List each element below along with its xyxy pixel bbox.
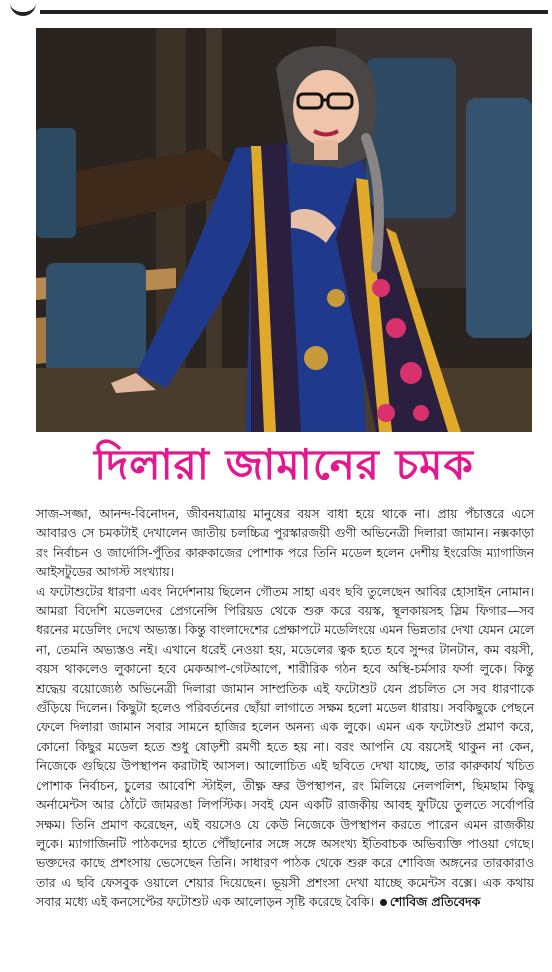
page-ornament <box>10 0 36 16</box>
article-body <box>36 505 534 913</box>
bullet-icon <box>380 899 387 906</box>
article-paragraph-text: এ ফটোশুটের ধারণা এবং নির্দেশনায় ছিলেন গৌতম সাহা এবং ছবি তুলেছেন আবির হোসাইন নোমান। আমরা বিদেশি মডেলদের প্রেগনেন্সি পিরিয়ড থেকে শুরু করে বয়স্ক, স্থূলকায়সহ স্লিম ফিগার—সব ধরনের মডেলিং দেখে অভ্যস্ত। কিন্তু বাংলাদেশের প্রেক্ষাপটে মডেলিংয়ে এমন ভিন্নতার দেখা যেমন মেলে না, তেমনি অভ্যস্তও নই। এখানে ধরেই নেওয়া হয়, মডেলের ত্বক হতে হবে সুন্দর টানটান, কম বয়সী, বয়স থাকলেও লুকানো হবে মেকআপ-গেটআপে, শারীরিক গঠন হবে অস্থি-চর্মসার ফর্সা লুকে। কিন্তু শ্রদ্ধেয় বয়োজ্যেষ্ঠ অভিনেত্রী দিলারা জামান সাম্প্রতিক এই ফটোশুট যেন প্রচলিত সে সব ধারণাকে গুঁড়িয়ে দিলেন। কিছুটা হলেও পরিবর্তনের ছোঁয়া লাগাতে সক্ষম হলো মডেল ধারায়। সবকিছুকে পেছনে ফেলে দিলারা জামান সবার সামনে হাজির হলেন অনন্য এক লুকে। এমন এক ফটোশুট প্রমাণ করে, কোনো কিছুর মডেল হতে শুধু ষোড়শী রমণী হতে হয় না। বরং আপনি যে বয়সেই থাকুন না কেন, নিজেকে গুছিয়ে উপস্থাপন করাটাই আসল। আলোচিত এই ছবিতে দেখা যাচ্ছে, তার কারুকার্য খচিত পোশাক নির্বাচন, চুলের আবেশি স্টাইল, তীক্ষ্ণ ভ্রুর উপস্থাপন, রং মিলিয়ে নেলপলিশ, ছিমছাম কিছু অর্নামেন্টস আর ঠোঁটে জামরঙা লিপস্টিক। সবই যেন একটি রাজকীয় আবহ ফুটিয়ে তুলতে সর্বোপরি সক্ষম। তিনি প্রমাণ করেছেন, এই বয়সেও যে কেউ নিজেকে উপস্থাপন করতে পারেন এমন রাজকীয় লুকে। ম্যাগাজিনটি পাঠকদের হাতে পৌঁছানোর সঙ্গে সঙ্গে অসংখ্য ইতিবাচক অভিব্যক্তি পাওয়া গেছে। ভক্তদের কাছে প্রশংসায় ভেসেছেন তিনি। সাধারণ পাঠক থেকে শুরু করে শোবিজ অঙ্গনের তারকারাও তার এ ছবি ফেসবুক ওয়ালে শেয়ার দিয়েছেন। ভূয়সী প্রশংসা দেখা যাচ্ছে কমেন্টস বক্সে। এক কথায় সবার মধ্যে এই কনসেপ্টের ফটোশুট এক আলোড়ন সৃষ্টি করেছে বৈকি। <box>36 584 535 910</box>
byline: শোবিজ প্রতিবেদক <box>389 895 481 910</box>
article-paragraph: সাজ-সজ্জা, আনন্দ-বিনোদন, জীবনযাত্রায় মানুষের বয়স বাধা হয়ে থাকে না। প্রায় পঁচাত্তরে এসে আবারও সে চমকটাই দেখালেন জাতীয় চলচ্চিত্র পুরস্কারজয়ী গুণী অভিনেত্রী দিলারা জামান। নক্সকাড়া রং নির্বাচন ও জার্দোসি-পুঁতির কারুকাজের পোশাক পরে তিনি মডেল হলেন দেশীয় ইংরেজি ম্যাগাজিন আইসটুডের আগস্ট সংখ্যায়। <box>36 507 534 580</box>
header-rule <box>40 10 548 14</box>
page-top-rule <box>0 0 552 22</box>
article-paragraph <box>36 583 534 913</box>
article-headline: দিলারা জামানের চমক <box>94 439 474 489</box>
photo-illustration <box>36 28 532 432</box>
article-photo <box>36 28 532 432</box>
